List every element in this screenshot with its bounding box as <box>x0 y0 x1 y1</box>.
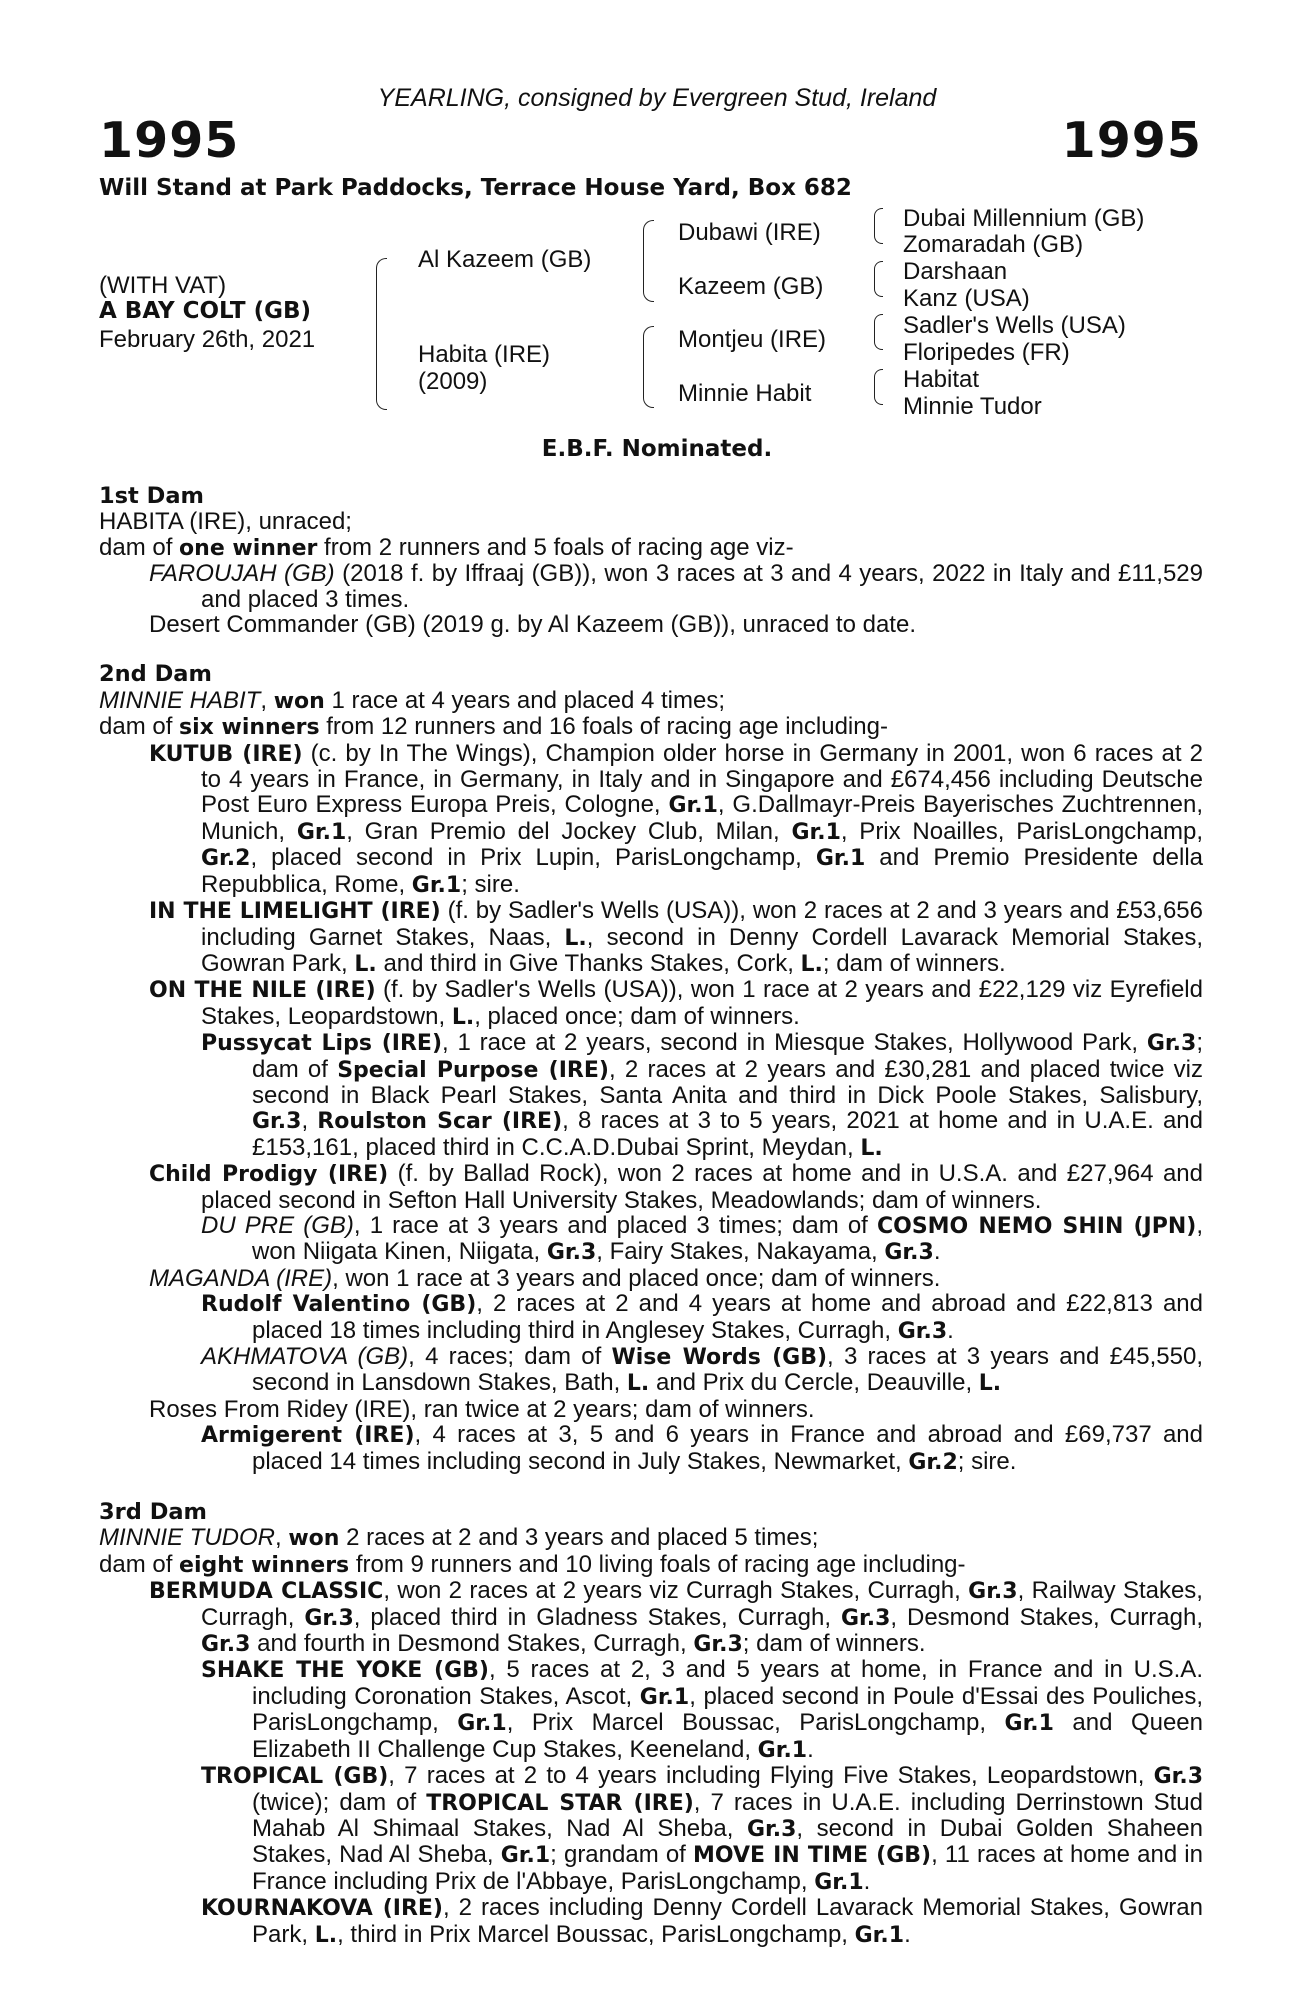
list-item: BERMUDA CLASSIC, won 2 races at 2 years viz Curragh Stakes, Curragh, Gr.3, Railway Stakes, Curragh, Gr.3, placed third in Gladness Stakes, Curragh, Gr.3, Desmond Stakes, Curragh, Gr.3 and fourth in Desmond Stakes, Curragh, Gr.3; dam of winners. <box>149 1577 1203 1658</box>
pedigree-brace-sire <box>643 220 654 302</box>
year-right: 1995 <box>1061 112 1202 169</box>
ebf-nominated: E.B.F. Nominated. <box>541 436 773 462</box>
pedigree-dsd: Floripedes (FR) <box>903 339 1070 366</box>
list-item: ON THE NILE (IRE) (f. by Sadler's Wells (USA)), won 1 race at 2 years and £22,129 viz Eyrefield Stakes, Leopardstown, L., placed once; dam of winners. <box>149 976 1203 1030</box>
list-item: Desert Commander (GB) (2019 g. by Al Kazeem (GB)), unraced to date. <box>149 611 916 639</box>
list-item: KOURNAKOVA (IRE), 2 races including Denny Cordell Lavarack Memorial Stakes, Gowran Park, L., third in Prix Marcel Boussac, ParisLongchamp, Gr.1. <box>201 1894 1203 1948</box>
pedigree-brace-ss <box>874 208 883 244</box>
pedigree-sss: Dubai Millennium (GB) <box>903 205 1145 232</box>
list-item: FAROUJAH (GB) (2018 f. by Iffraaj (GB)), won 3 races at 3 and 4 years, 2022 in Italy and £11,529 and placed 3 times. <box>149 560 1203 613</box>
first-dam-summary: dam of one winner from 2 runners and 5 foals of racing age viz- <box>99 533 794 561</box>
pedigree-sire-dam: Kazeem (GB) <box>678 273 824 300</box>
second-dam-heading: 2nd Dam <box>99 661 212 688</box>
list-item: KUTUB (IRE) (c. by In The Wings), Champion older horse in Germany in 2001, won 6 races at 2 to 4 years in France, in Germany, in Italy and in Singapore and £674,456 including Deutsche Post Euro Express Europa Preis, Cologne, Gr.1, G.Dallmayr-Preis Bayerisches Zuchtrennen, Munich, Gr.1, Gran Premio del Jockey Club, Milan, Gr.1, Prix Noailles, ParisLongchamp, Gr.2, placed second in Prix Lupin, ParisLongchamp, Gr.1 and Premio Presidente della Repubblica, Rome, Gr.1; sire. <box>149 739 1203 898</box>
pedigree-dam-dam: Minnie Habit <box>678 380 812 407</box>
list-item: Child Prodigy (IRE) (f. by Ballad Rock), won 2 races at home and in U.S.A. and £27,964 and placed second in Sefton Hall University Stakes, Meadowlands; dam of winners. <box>149 1160 1204 1214</box>
pedigree-brace-main <box>376 258 387 410</box>
second-dam-summary: dam of six winners from 12 runners and 16 foals of racing age including- <box>99 713 888 741</box>
third-dam-heading: 3rd Dam <box>99 1499 207 1526</box>
stand-location: Will Stand at Park Paddocks, Terrace House Yard, Box 682 <box>99 175 852 201</box>
pedigree-brace-ds <box>874 314 883 350</box>
list-item: IN THE LIMELIGHT (IRE) (f. by Sadler's Wells (USA)), won 2 races at 2 and 3 years and £53,656 including Garnet Stakes, Naas, L., second in Denny Cordell Lavarack Memorial Stakes, Gowran Park, L. and third in Give Thanks Stakes, Cork, L.; dam of winners. <box>149 897 1203 977</box>
pedigree-dam-year: (2009) <box>418 368 488 395</box>
pedigree-dss: Sadler's Wells (USA) <box>903 312 1126 339</box>
pedigree-brace-dam <box>643 326 654 408</box>
pedigree-sdd: Kanz (USA) <box>903 285 1030 312</box>
third-dam-line: MINNIE TUDOR, won 2 races at 2 and 3 years and placed 5 times; <box>99 1524 819 1552</box>
list-item: TROPICAL (GB), 7 races at 2 to 4 years including Flying Five Stakes, Leopardstown, Gr.3 (twice); dam of TROPICAL STAR (IRE), 7 races in U.A.E. including Derrinstown Stud Mahab Al Shimaal Stakes, Nad Al Sheba, Gr.3, second in Dubai Golden Shaheen Stakes, Nad Al Sheba, Gr.1; grandam of MOVE IN TIME (GB), 11 races at home and in France including Prix de l'Abbaye, ParisLongchamp, Gr.1. <box>201 1762 1204 1895</box>
pedigree-ddd: Minnie Tudor <box>903 393 1042 420</box>
list-item: Pussycat Lips (IRE), 1 race at 2 years, second in Miesque Stakes, Hollywood Park, Gr.3; dam of Special Purpose (IRE), 2 races at 2 years and £30,281 and placed twice viz second in Black Pearl Stakes, Santa Anita and third in Dick Poole Stakes, Salisbury, Gr.3, Roulston Scar (IRE), 8 races at 3 to 5 years, 2021 at home and in U.A.E. and £153,161, placed third in C.C.A.D.Dubai Sprint, Meydan, L. <box>201 1029 1204 1161</box>
list-item: MAGANDA (IRE), won 1 race at 3 years and placed once; dam of winners. <box>149 1264 941 1292</box>
foaled-date: February 26th, 2021 <box>99 326 316 353</box>
first-dam-heading: 1st Dam <box>99 483 204 509</box>
lot-line: YEARLING, consigned by Evergreen Stud, Ireland <box>377 84 937 112</box>
colt-name: A BAY COLT (GB) <box>99 298 312 324</box>
third-dam-summary: dam of eight winners from 9 runners and 10 living foals of racing age including- <box>99 1550 966 1578</box>
pedigree-dam-sire: Montjeu (IRE) <box>678 326 827 353</box>
pedigree-ssd: Zomaradah (GB) <box>903 231 1084 258</box>
year-left: 1995 <box>99 112 240 169</box>
list-item: Rudolf Valentino (GB), 2 races at 2 and 4 years at home and abroad and £22,813 and placed 18 times including third in Anglesey Stakes, Curragh, Gr.3. <box>201 1290 1203 1344</box>
pedigree-dds: Habitat <box>903 366 980 393</box>
catalogue-body <box>99 484 1203 1948</box>
pedigree-sds: Darshaan <box>903 258 1008 285</box>
list-item: Armigerent (IRE), 4 races at 3, 5 and 6 years in France and abroad and £69,737 and placed 14 times including second in July Stakes, Newmarket, Gr.2; sire. <box>201 1421 1203 1475</box>
first-dam-line: HABITA (IRE), unraced; <box>99 508 352 536</box>
list-item: DU PRE (GB), 1 race at 3 years and placed 3 times; dam of COSMO NEMO SHIN (JPN), won Niigata Kinen, Niigata, Gr.3, Fairy Stakes, Nakayama, Gr.3. <box>201 1211 1203 1266</box>
list-item: AKHMATOVA (GB), 4 races; dam of Wise Words (GB), 3 races at 3 years and £45,550, second in Lansdown Stakes, Bath, L. and Prix du Cercle, Deauville, L. <box>201 1343 1203 1397</box>
list-item: Roses From Ridey (IRE), ran twice at 2 years; dam of winners. <box>149 1395 815 1423</box>
pedigree-dam: Habita (IRE) <box>418 341 551 368</box>
pedigree-sire: Al Kazeem (GB) <box>418 246 592 273</box>
pedigree-brace-dd <box>874 369 883 405</box>
pedigree-brace-sd <box>874 261 883 297</box>
vat-label: (WITH VAT) <box>99 272 227 299</box>
second-dam-line: MINNIE HABIT, won 1 race at 4 years and placed 4 times; <box>99 686 726 714</box>
list-item: SHAKE THE YOKE (GB), 5 races at 2, 3 and 5 years at home, in France and in U.S.A. including Coronation Stakes, Ascot, Gr.1, placed second in Poule d'Essai des Pouliches, ParisLongchamp, Gr.1, Prix Marcel Boussac, ParisLongchamp, Gr.1 and Queen Elizabeth II Challenge Cup Stakes, Keeneland, Gr.1. <box>201 1656 1204 1763</box>
pedigree-sire-sire: Dubawi (IRE) <box>678 219 821 246</box>
